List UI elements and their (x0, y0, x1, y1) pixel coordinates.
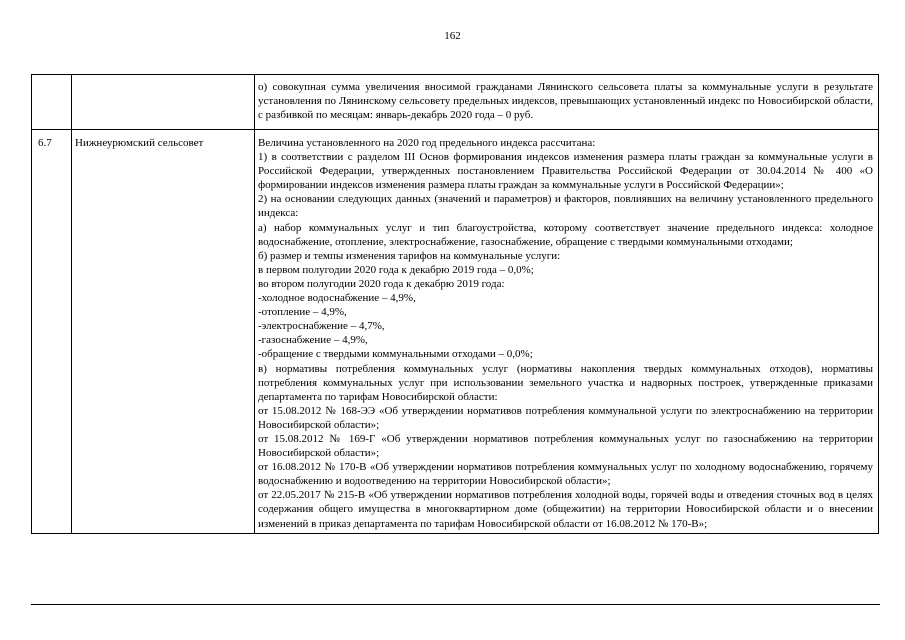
table-row (32, 75, 879, 130)
paragraph: 2) на основании следующих данных (значений и параметров) и факторов, повлиявших на величину установленного предельного индекса: (258, 193, 873, 220)
list-item: -отопление – 4,9%, (258, 306, 347, 319)
description-cell (255, 130, 879, 534)
paragraph: о) совокупная сумма увеличения вносимой гражданами Лянинского сельсовета платы за коммунальные услуги в результате установления по Лянинскому сельсовету предельных индексов, превышающих установленный индекс по Новосибирской области, с разбивкой по месяцам: январь-декабрь 2020 года – 0 руб. (258, 81, 873, 122)
paragraph: от 15.08.2012 № 169-Г «Об утверждении нормативов потребления коммунальных услуг по газоснабжению на территории Новосибирской области»; (258, 432, 873, 460)
row-number-cell: 6.7 (32, 130, 72, 534)
list-item: -холодное водоснабжение – 4,9%, (258, 292, 416, 305)
table-row (32, 130, 879, 534)
paragraph: в первом полугодии 2020 года к декабрю 2019 года – 0,0%; (258, 263, 534, 276)
paragraph: Величина установленного на 2020 год предельного индекса рассчитана: (258, 137, 596, 149)
list-item: -обращение с твердыми коммунальными отходами – 0,0%; (258, 348, 533, 361)
paragraph: от 15.08.2012 № 168-ЭЭ «Об утверждении нормативов потребления коммунальной услуги по электроснабжению на территории Новосибирской области»; (258, 404, 873, 431)
list-item: -газоснабжение – 4,9%, (258, 334, 368, 347)
page-number: 162 (444, 30, 461, 42)
indices-table (31, 74, 879, 534)
municipality-name-cell (72, 75, 255, 130)
paragraph: от 22.05.2017 № 215-В «Об утверждении нормативов потребления холодной воды, горячей воды и отведения сточных вод в целях содержания общего имущества в многоквартирном доме (общежитии) на территории Новосибирской области и о внесении изменений в приказ департамента по тарифам Новосибирской области от 16.08.2012 № 170-В»; (258, 489, 873, 530)
paragraph: во втором полугодии 2020 года к декабрю 2019 года: (258, 277, 505, 290)
description-cell (255, 75, 879, 130)
row-number-cell (32, 75, 72, 130)
list-item: -электроснабжение – 4,7%, (258, 320, 385, 333)
municipality-name-cell: Нижнеурюмский сельсовет (72, 130, 255, 534)
paragraph: в) нормативы потребления коммунальных услуг (нормативы накопления твердых коммунальных отходов), нормативы потребления коммунальных услуг при использовании земельного участка и надворных построек, утвержденные приказами департамента по тарифам Новосибирской области: (258, 362, 873, 403)
paragraph: а) набор коммунальных услуг и тип благоустройства, которому соответствует значение предельного индекса: холодное водоснабжение, отопление, электроснабжение, газоснабжение, обращение с твердыми коммунальными отходами; (258, 221, 873, 248)
table-bottom-border (31, 604, 880, 605)
paragraph: б) размер и темпы изменения тарифов на коммунальные услуги: (258, 249, 561, 262)
page-bottom-margin (0, 604, 905, 640)
paragraph: 1) в соответствии с разделом III Основ формирования индексов изменения размера платы граждан за коммунальные услуги в Российской Федерации, утвержденных постановлением Правительства Российской Федерации от 30.04.2014 № 400 «О формировании индексов изменения размера платы граждан за коммунальные услуги в Российской Федерации»; (258, 151, 873, 192)
paragraph: от 16.08.2012 № 170-В «Об утверждении нормативов потребления коммунальных услуг по холодному водоснабжению, горячему водоснабжению и водоотведению на территории Новосибирской области»; (258, 461, 873, 488)
